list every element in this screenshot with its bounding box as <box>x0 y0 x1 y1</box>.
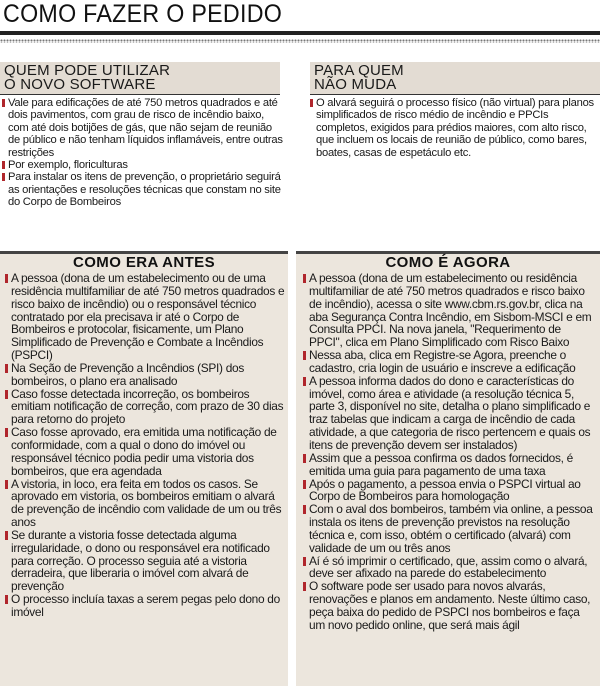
bullet-marker-icon <box>5 364 8 373</box>
page-title: COMO FAZER O PEDIDO <box>3 0 283 28</box>
who-list <box>2 97 284 209</box>
now-list-item <box>303 580 595 631</box>
bullet-marker-icon <box>2 99 5 107</box>
before-item-text: Caso fosse aprovado, era emitida uma notificação de conformidade, com a qual o dono do imóvel ou responsável técnico podia pedir uma vistoria dos bombeiros, que era agendada <box>11 425 277 478</box>
unchanged-heading-box <box>310 62 600 94</box>
before-item-text: O processo incluía taxas a serem pegas pelo dono do imóvel <box>11 592 280 619</box>
before-list <box>5 272 285 619</box>
now-item-text: A pessoa (dona de um estabelecimento ou residência multifamiliar de até 750 metros quadrados e risco baixo de incêndio), acessa o site www.cbm.rs.gov.br, clica na aba Segurança Contra Incêndio, em Sisbom-MSCI e em Consulta PPCI. Na nova janela, "Requerimento de PPCI", clica em Plano Simplificado com Risco Baixo <box>309 271 592 350</box>
now-item-text: A pessoa informa dados do dono e características do imóvel, como área e atividade (a resolução técnica 5, parte 3, disponível no site, detalha o plano simplificado e traz tabelas que indicam a carga de incêndio de cada atividade, a que categoria de risco pertencem e quais os itens de prevenção devem ser instalados) <box>309 373 591 452</box>
bullet-marker-icon <box>5 531 8 540</box>
bullet-marker-icon <box>303 557 306 566</box>
bullet-marker-icon <box>310 99 313 107</box>
unchanged-heading-rule <box>310 94 600 95</box>
who-list-item <box>2 159 284 171</box>
now-panel <box>296 251 600 686</box>
bullet-marker-icon <box>303 274 306 283</box>
who-item-text: Para instalar os itens de prevenção, o proprietário seguirá as orientações e resoluções técnicas que constam no site do Corpo de Bombeiros <box>8 171 281 209</box>
bullet-marker-icon <box>2 173 5 181</box>
unchanged-list-item <box>310 97 600 159</box>
dotted-divider <box>0 39 600 43</box>
bullet-marker-icon <box>303 582 306 591</box>
before-list-item <box>5 529 285 593</box>
who-list-item <box>2 97 284 159</box>
now-heading: COMO É AGORA <box>385 254 511 271</box>
now-item-text: Aí é só imprimir o certificado, que, assim como o alvará, deve ser afixado na parede do estabelecimento <box>309 553 588 581</box>
before-item-text: A vistoria, in loco, era feita em todos os casos. Se aprovado em vistoria, os bombeiros emitiam o alvará de prevenção de incêndio com validade de um ou três anos <box>11 476 282 530</box>
before-item-text: Caso fosse detectada incorreção, os bombeiros emitiam notificação de correção, com prazo de 30 dias para retorno do projeto <box>11 386 284 427</box>
unchanged-list <box>310 97 600 159</box>
who-heading: QUEM PODE UTILIZAR O NOVO SOFTWARE <box>4 62 171 93</box>
before-panel <box>0 251 288 686</box>
before-item-text: A pessoa (dona de um estabelecimento ou de uma residência multifamiliar de até 750 metros quadrados e risco baixo de incêndio) ou o responsável técnico contratado por ela precisava ir até o Corpo de Bombeiros e protocolar, fisicamente, um Plano Simplificado de Prevenção e Combate a Incêndios (PSPCI) <box>11 271 285 363</box>
bullet-marker-icon <box>303 454 306 463</box>
before-list-item <box>5 593 285 619</box>
before-list-item <box>5 362 285 388</box>
bullet-marker-icon <box>2 161 5 169</box>
who-list-item <box>2 171 284 208</box>
who-item-text: Por exemplo, floriculturas <box>8 159 128 172</box>
unchanged-heading: PARA QUEM NÃO MUDA <box>314 62 404 93</box>
bullet-marker-icon <box>5 274 8 283</box>
bullet-marker-icon <box>303 351 306 360</box>
bullet-marker-icon <box>5 595 8 604</box>
bullet-marker-icon <box>5 480 8 489</box>
before-list-item <box>5 478 285 529</box>
bullet-marker-icon <box>303 480 306 489</box>
now-item-text: Após o pagamento, a pessoa envia o PSPCI virtual ao Corpo de Bombeiros para homologação <box>309 476 581 504</box>
who-item-text: Vale para edificações de até 750 metros quadrados e até dois pavimentos, com grau de risco de incêndio baixo, com até dois botijões de gás, que não sejam de reunião de público e não tenham líquidos inflamáveis, entre outras restrições <box>8 97 283 159</box>
title-rule <box>0 31 600 35</box>
before-heading: COMO ERA ANTES <box>73 254 215 271</box>
now-item-text: Nessa aba, clica em Registre-se Agora, preenche o cadastro, cria login de usuário e inscreve a edificação <box>309 348 576 375</box>
unchanged-item-text: O alvará seguirá o processo físico (não virtual) para planos simplificados de risco médio de incêndio e PPCIs completos, exigidos para prédios maiores, com alto risco, que incluem os locais de reunião de público, como bares, boates, casas de espetáculo etc. <box>316 97 594 159</box>
now-item-text: Com o aval dos bombeiros, também via online, a pessoa instala os itens de prevenção previstos na resolução técnica e, com isso, obtém o certificado (alvará) com validade de um ou três anos <box>309 502 593 555</box>
now-list-item <box>303 272 595 349</box>
now-list-item <box>303 349 595 375</box>
before-item-text: Se durante a vistoria fosse detectada alguma irregularidade, o dono ou responsável era notificado para correção. O processo seguia até a vistoria derradeira, que liberaria o imóvel com alvará de prevenção <box>11 527 270 594</box>
now-list <box>303 272 595 632</box>
now-list-item <box>303 503 595 554</box>
bullet-marker-icon <box>5 390 8 399</box>
now-list-item <box>303 452 595 478</box>
bullet-marker-icon <box>5 428 8 437</box>
before-list-item <box>5 426 285 477</box>
now-item-text: O software pode ser usado para novos alvarás, renovações e planos em andamento. Neste último caso, peça baixa do pedido de PSPCI nos bombeiros e faça um novo pedido online, que será mais ágil <box>309 579 591 632</box>
before-list-item <box>5 272 285 362</box>
now-item-text: Assim que a pessoa confirma os dados fornecidos, é emitida uma guia para pagamento de uma taxa <box>309 450 573 478</box>
before-item-text: Na Seção de Prevenção a Incêndios (SPI) dos bombeiros, o plano era analisado <box>11 360 244 388</box>
now-list-item <box>303 375 595 452</box>
who-heading-rule <box>0 94 280 95</box>
bullet-marker-icon <box>303 377 306 386</box>
who-heading-box <box>0 62 280 94</box>
now-list-item <box>303 478 595 504</box>
before-list-item <box>5 388 285 427</box>
bullet-marker-icon <box>303 505 306 514</box>
now-list-item <box>303 555 595 581</box>
